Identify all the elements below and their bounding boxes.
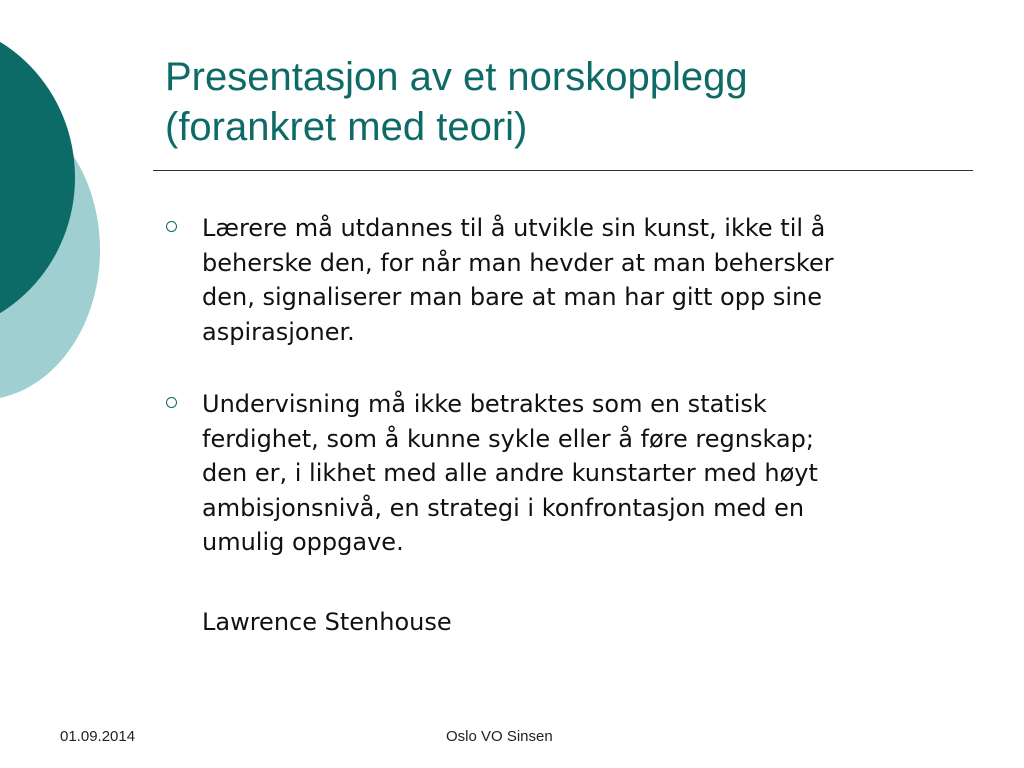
bullet-circle-icon [166,221,177,232]
bullet-1-line-1: Lærere må utdannes til å utvikle sin kunst, ikke til å [202,214,826,242]
slide-title [165,52,985,152]
bullet-circle-icon [166,397,177,408]
quote-attribution: Lawrence Stenhouse [202,608,452,636]
slide-title-line-2: (forankret med teori) [165,105,528,149]
footer-date: 01.09.2014 [60,728,136,745]
bullet-1-line-2: beherske den, for når man hevder at man behersker [202,248,834,277]
bullet-2-line-5: umulig oppgave. [202,528,404,556]
bullet-1-line-3: den, signaliserer man bare at man har gitt opp sine [202,283,822,311]
bullet-2-line-3: den er, i likhet med alle andre kunstarter med høyt [202,459,818,487]
bullet-list [160,211,980,598]
bullet-item-2 [160,387,980,560]
bullet-1-line-4: aspirasjoner. [202,317,355,346]
bullet-2-line-1: Undervisning må ikke betraktes som en statisk [202,390,767,418]
footer-center-text: Oslo VO Sinsen [446,728,553,745]
bullet-item-1 [160,211,980,349]
bullet-2-line-4: ambisjonsnivå, en strategi i konfrontasjon med en [202,493,805,522]
title-divider [153,170,973,171]
slide-title-line-1: Presentasjon av et norskopplegg [165,55,748,99]
bullet-2-line-2: ferdighet, som å kunne sykle eller å føre regnskap; [202,424,814,453]
